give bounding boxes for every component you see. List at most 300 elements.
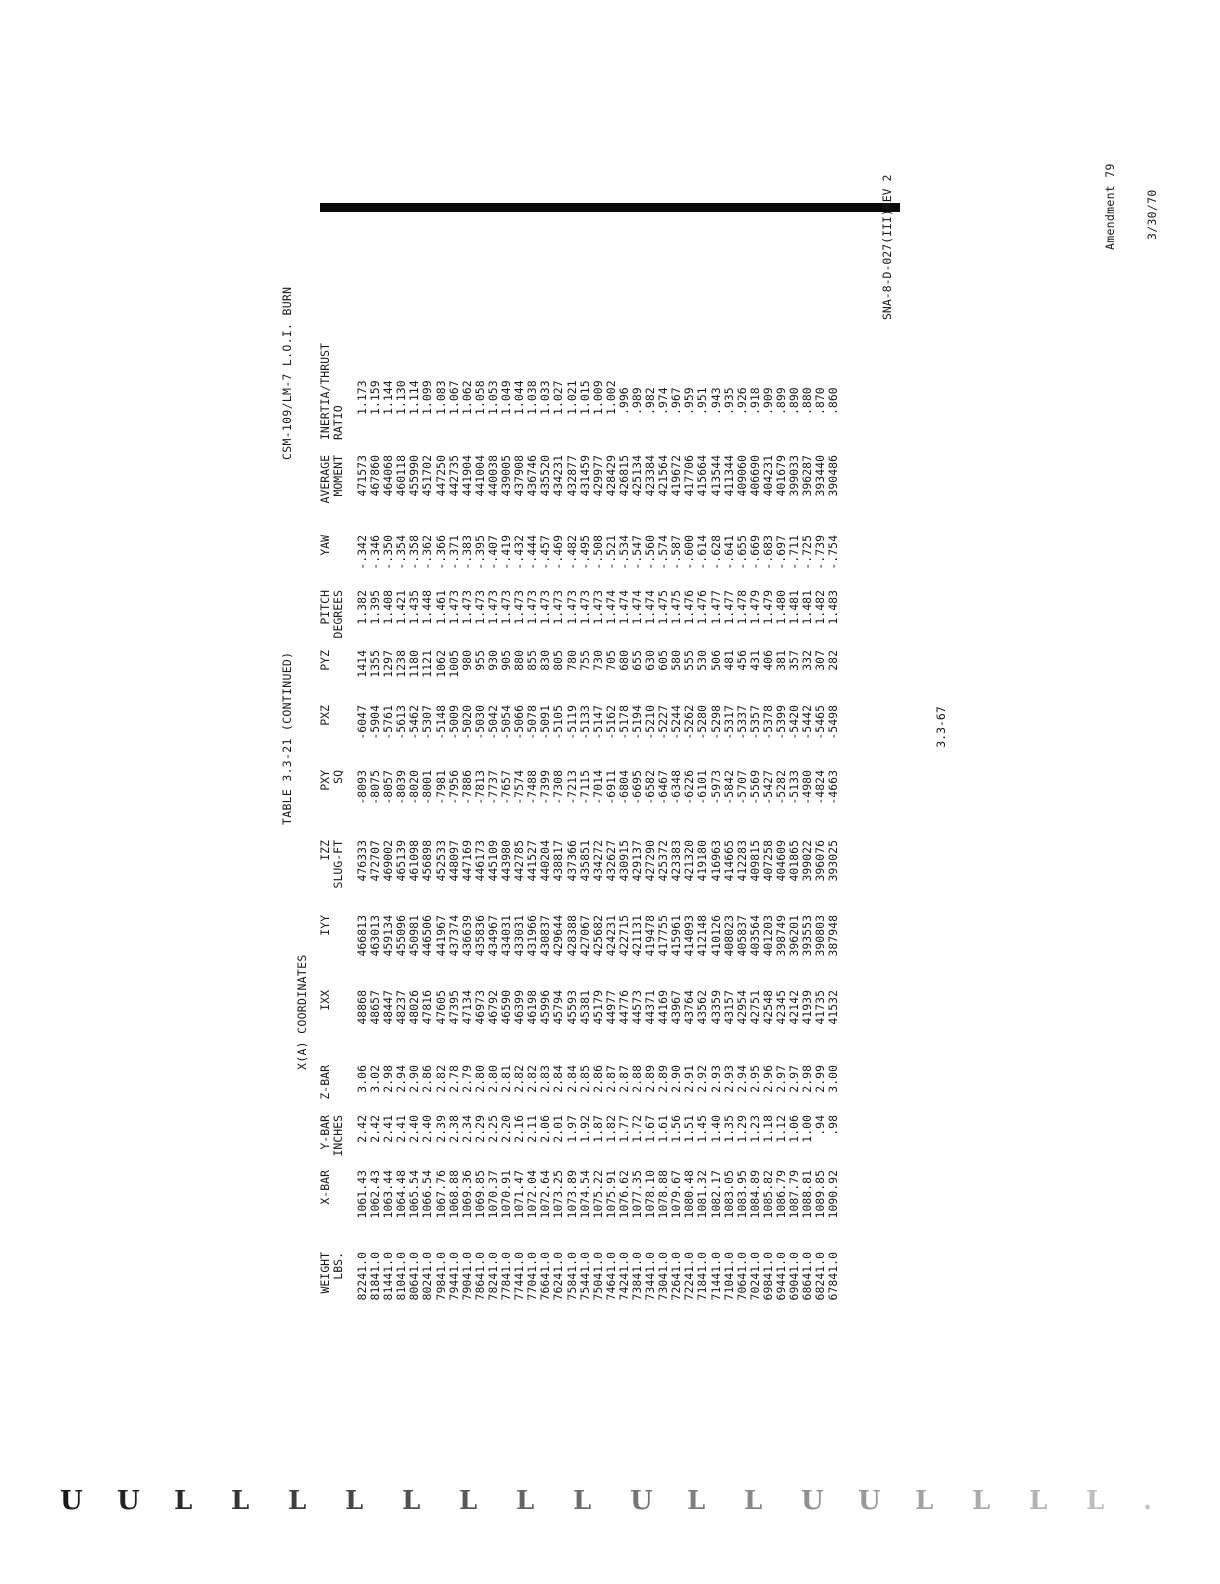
cell-zbar: 2.86 <box>420 1065 435 1093</box>
cell-pitch: 1.474 <box>629 590 644 625</box>
cell-zbar: 2.82 <box>433 1065 448 1093</box>
cell-ixx: 45794 <box>551 990 566 1025</box>
cell-pyz: 555 <box>682 650 697 671</box>
cell-ybar: 2.25 <box>485 1115 500 1143</box>
cell-avg: 435520 <box>538 455 553 497</box>
cell-ixx: 42345 <box>774 990 788 1025</box>
column-header-izz: IZZ <box>318 840 332 861</box>
cell-xbar: 1077.35 <box>629 1170 644 1219</box>
cell-yaw: -.697 <box>774 535 788 570</box>
cell-iyy: 396201 <box>787 915 802 957</box>
film-mark: . <box>1143 1486 1153 1516</box>
cell-iyy: 430837 <box>538 915 553 957</box>
cell-izz: 443980 <box>499 840 514 882</box>
cell-izz: 456898 <box>420 840 435 882</box>
cell-pxz: -6047 <box>355 705 369 740</box>
cell-iyy: 434967 <box>485 915 500 957</box>
film-mark: U <box>801 1486 824 1516</box>
cell-yaw: -.669 <box>747 535 762 570</box>
cell-pitch: 1.473 <box>459 590 474 625</box>
cell-pyz: 456 <box>734 650 749 671</box>
cell-yaw: -.482 <box>564 535 579 570</box>
cell-xbar: 1062.43 <box>368 1170 383 1219</box>
cell-pitch: 1.473 <box>525 590 540 625</box>
cell-ratio: .989 <box>629 387 644 415</box>
subtitle: CSM-109/LM-7 L.O.I. BURN <box>280 286 294 460</box>
cell-avg: 409060 <box>734 455 749 497</box>
cell-avg: 399033 <box>787 455 802 497</box>
cell-yaw: -.346 <box>368 535 383 570</box>
cell-avg: 425134 <box>629 455 644 497</box>
cell-weight: 70641.0 <box>734 1252 749 1301</box>
cell-weight: 73841.0 <box>629 1252 644 1301</box>
cell-avg: 423384 <box>643 455 658 497</box>
cell-xbar: 1076.62 <box>616 1170 631 1219</box>
cell-pxz: -5091 <box>538 705 553 740</box>
cell-ybar: 2.40 <box>420 1115 435 1143</box>
cell-ybar: 2.06 <box>538 1115 553 1143</box>
film-mark: U <box>117 1486 140 1516</box>
cell-weight: 80241.0 <box>420 1252 435 1301</box>
cell-ixx: 48237 <box>394 990 409 1025</box>
cell-xbar: 1073.25 <box>551 1170 566 1219</box>
column-header-ratio-unit: RATIO <box>331 405 345 440</box>
cell-ixx: 46973 <box>472 990 487 1025</box>
cell-pxy: -5133 <box>787 770 802 805</box>
cell-izz: 409815 <box>747 840 762 882</box>
cell-pyz: 980 <box>459 650 474 671</box>
cell-izz: 416963 <box>708 840 723 882</box>
cell-xbar: 1084.89 <box>747 1170 762 1219</box>
cell-ybar: 1.12 <box>774 1115 788 1143</box>
cell-pyz: 1238 <box>394 650 409 678</box>
cell-ybar: 1.06 <box>787 1115 802 1143</box>
cell-pitch: 1.473 <box>499 590 514 625</box>
cell-ybar: 2.16 <box>512 1115 527 1143</box>
cell-xbar: 1079.67 <box>669 1170 684 1219</box>
cell-pyz: 805 <box>551 650 566 671</box>
cell-pxz: -5105 <box>551 705 566 740</box>
cell-zbar: 2.83 <box>538 1065 553 1093</box>
cell-izz: 461098 <box>407 840 422 882</box>
cell-xbar: 1075.91 <box>603 1170 618 1219</box>
table-title: TABLE 3.3-21 (CONTINUED) <box>280 651 294 825</box>
cell-iyy: 424231 <box>603 915 618 957</box>
cell-ratio: .860 <box>826 387 841 415</box>
film-mark: L <box>744 1486 763 1516</box>
cell-izz: 441527 <box>525 840 540 882</box>
cell-yaw: -.383 <box>459 535 474 570</box>
cell-pxz: -5357 <box>747 705 762 740</box>
cell-izz: 399022 <box>800 840 815 882</box>
cell-avg: 451702 <box>420 455 435 497</box>
cell-izz: 452533 <box>433 840 448 882</box>
cell-weight: 81841.0 <box>368 1252 383 1301</box>
cell-ybar: 2.42 <box>368 1115 383 1143</box>
column-header-xbar: X-BAR <box>318 1170 332 1205</box>
cell-ratio: .974 <box>656 387 671 415</box>
cell-xbar: 1085.82 <box>760 1170 775 1219</box>
cell-pyz: 357 <box>787 650 802 671</box>
cell-zbar: 2.88 <box>629 1065 644 1093</box>
cell-pxy: -4980 <box>800 770 815 805</box>
cell-weight: 72241.0 <box>682 1252 697 1301</box>
film-mark: U <box>630 1486 653 1516</box>
cell-yaw: -.754 <box>826 535 841 570</box>
cell-izz: 437366 <box>564 840 579 882</box>
cell-ixx: 47605 <box>433 990 448 1025</box>
cell-yaw: -.711 <box>787 535 802 570</box>
cell-zbar: 2.99 <box>813 1065 828 1093</box>
cell-ratio: .899 <box>774 387 788 415</box>
cell-avg: 442735 <box>446 455 461 497</box>
amendment-date: 3/30/70 <box>1145 189 1159 240</box>
cell-weight: 75841.0 <box>564 1252 579 1301</box>
cell-izz: 434272 <box>590 840 605 882</box>
cell-pxz: -5078 <box>525 705 540 740</box>
cell-pyz: 1355 <box>368 650 383 678</box>
cell-pitch: 1.476 <box>695 590 710 625</box>
cell-pxy: -7886 <box>459 770 474 805</box>
cell-ixx: 46198 <box>525 990 540 1025</box>
cell-pitch: 1.477 <box>721 590 736 625</box>
cell-yaw: -.371 <box>446 535 461 570</box>
cell-iyy: 408023 <box>721 915 736 957</box>
cell-pyz: 755 <box>577 650 592 671</box>
cell-xbar: 1070.91 <box>499 1170 514 1219</box>
cell-zbar: 2.90 <box>407 1065 422 1093</box>
column-header-iyy: IYY <box>318 915 332 936</box>
cell-pxz: -5133 <box>577 705 592 740</box>
cell-pxy: -7657 <box>499 770 514 805</box>
cell-weight: 71841.0 <box>695 1252 710 1301</box>
column-header-ixx: IXX <box>318 990 332 1011</box>
cell-avg: 393440 <box>813 455 828 497</box>
cell-ratio: 1.049 <box>499 380 514 415</box>
cell-ybar: 1.00 <box>800 1115 815 1143</box>
column-header-ybar-unit: INCHES <box>331 1115 345 1157</box>
cell-pyz: 530 <box>695 650 710 671</box>
cell-weight: 81041.0 <box>394 1252 409 1301</box>
cell-pxy: -5427 <box>760 770 775 805</box>
cell-pxy: -4663 <box>826 770 841 805</box>
cell-pitch: 1.481 <box>787 590 802 625</box>
column-header-weight: WEIGHT <box>318 1252 332 1294</box>
cell-iyy: 421131 <box>629 915 644 957</box>
cell-ixx: 45996 <box>538 990 553 1025</box>
cell-xbar: 1070.37 <box>485 1170 500 1219</box>
cell-ratio: 1.067 <box>446 380 461 415</box>
cell-pyz: 1121 <box>420 650 435 678</box>
cell-iyy: 415961 <box>669 915 684 957</box>
cell-zbar: 2.94 <box>734 1065 749 1093</box>
cell-pxz: -5194 <box>629 705 644 740</box>
cell-yaw: -.560 <box>643 535 658 570</box>
cell-weight: 75041.0 <box>590 1252 605 1301</box>
cell-pxy: -7115 <box>577 770 592 805</box>
cell-ixx: 45179 <box>590 990 605 1025</box>
cell-pxz: -5178 <box>616 705 631 740</box>
cell-pyz: 780 <box>564 650 579 671</box>
cell-ratio: 1.009 <box>590 380 605 415</box>
cell-xbar: 1087.79 <box>787 1170 802 1219</box>
cell-iyy: 412148 <box>695 915 710 957</box>
cell-yaw: -.600 <box>682 535 697 570</box>
cell-ratio: 1.130 <box>394 380 409 415</box>
cell-zbar: 2.89 <box>643 1065 658 1093</box>
cell-ixx: 48447 <box>381 990 396 1025</box>
cell-ixx: 41939 <box>800 990 815 1025</box>
cell-pitch: 1.473 <box>446 590 461 625</box>
cell-xbar: 1073.89 <box>564 1170 579 1219</box>
cell-yaw: -.444 <box>525 535 540 570</box>
cell-ixx: 46792 <box>485 990 500 1025</box>
cell-avg: 401679 <box>774 455 788 497</box>
cell-ixx: 45381 <box>577 990 592 1025</box>
cell-weight: 68241.0 <box>813 1252 828 1301</box>
cell-xbar: 1066.54 <box>420 1170 435 1219</box>
cell-yaw: -.614 <box>695 535 710 570</box>
column-header-pxz: PXZ <box>318 705 332 726</box>
cell-ybar: 1.51 <box>682 1115 697 1143</box>
cell-ixx: 43764 <box>682 990 697 1025</box>
cell-weight: 74241.0 <box>616 1252 631 1301</box>
cell-pxy: -8093 <box>355 770 369 805</box>
cell-pxz: -5148 <box>433 705 448 740</box>
cell-izz: 427290 <box>643 840 658 882</box>
cell-yaw: -.628 <box>708 535 723 570</box>
cell-pxy: -5569 <box>747 770 762 805</box>
cell-pxy: -5973 <box>708 770 723 805</box>
cell-yaw: -.354 <box>394 535 409 570</box>
cell-ixx: 48026 <box>407 990 422 1025</box>
cell-yaw: -.495 <box>577 535 592 570</box>
cell-iyy: 435836 <box>472 915 487 957</box>
cell-izz: 404609 <box>774 840 788 882</box>
cell-izz: 393025 <box>826 840 841 882</box>
cell-izz: 438817 <box>551 840 566 882</box>
cell-pxy: -6467 <box>656 770 671 805</box>
cell-xbar: 1090.92 <box>826 1170 841 1219</box>
redaction-bar <box>320 203 900 212</box>
cell-izz: 440204 <box>538 840 553 882</box>
cell-avg: 429977 <box>590 455 605 497</box>
cell-iyy: 403564 <box>747 915 762 957</box>
cell-xbar: 1088.81 <box>800 1170 815 1219</box>
cell-pitch: 1.421 <box>394 590 409 625</box>
cell-pxy: -7488 <box>525 770 540 805</box>
cell-ybar: 2.20 <box>499 1115 514 1143</box>
cell-izz: 425372 <box>656 840 671 882</box>
cell-izz: 430915 <box>616 840 631 882</box>
cell-iyy: 419478 <box>643 915 658 957</box>
cell-pitch: 1.408 <box>381 590 396 625</box>
cell-iyy: 425682 <box>590 915 605 957</box>
cell-xbar: 1078.88 <box>656 1170 671 1219</box>
cell-xbar: 1086.79 <box>774 1170 788 1219</box>
cell-zbar: 2.84 <box>564 1065 579 1093</box>
column-header-ybar: Y-BAR <box>318 1115 332 1150</box>
cell-yaw: -.725 <box>800 535 815 570</box>
cell-ybar: 2.34 <box>459 1115 474 1143</box>
cell-pxz: -5761 <box>381 705 396 740</box>
cell-avg: 419672 <box>669 455 684 497</box>
cell-pitch: 1.481 <box>800 590 815 625</box>
film-mark: U <box>858 1486 881 1516</box>
document-id: SNA-8-D-027(III)REV 2 <box>880 174 894 320</box>
cell-pxy: -8075 <box>368 770 383 805</box>
cell-ratio: 1.015 <box>577 380 592 415</box>
column-header-weight-unit: LBS. <box>331 1252 345 1280</box>
cell-pxz: -5227 <box>656 705 671 740</box>
cell-iyy: 405837 <box>734 915 749 957</box>
cell-zbar: 2.82 <box>525 1065 540 1093</box>
cell-pxz: -5119 <box>564 705 579 740</box>
cell-iyy: 459134 <box>381 915 396 957</box>
cell-pxz: -5009 <box>446 705 461 740</box>
cell-pxz: -5210 <box>643 705 658 740</box>
cell-ybar: 1.82 <box>603 1115 618 1143</box>
cell-xbar: 1067.76 <box>433 1170 448 1219</box>
rotated-table-sheet <box>0 30 1220 1350</box>
cell-zbar: 2.93 <box>721 1065 736 1093</box>
cell-zbar: 2.87 <box>603 1065 618 1093</box>
cell-weight: 75441.0 <box>577 1252 592 1301</box>
cell-ratio: 1.002 <box>603 380 618 415</box>
cell-pyz: 1062 <box>433 650 448 678</box>
cell-pxz: -5462 <box>407 705 422 740</box>
cell-izz: 401865 <box>787 840 802 882</box>
cell-weight: 82241.0 <box>355 1252 369 1301</box>
amendment-note <box>1075 163 1187 250</box>
cell-avg: 464068 <box>381 455 396 497</box>
film-mark: L <box>573 1486 592 1516</box>
cell-pitch: 1.480 <box>774 590 788 625</box>
cell-iyy: 450981 <box>407 915 422 957</box>
cell-yaw: -.683 <box>760 535 775 570</box>
cell-pxy: -7813 <box>472 770 487 805</box>
cell-zbar: 2.87 <box>616 1065 631 1093</box>
cell-xbar: 1071.47 <box>512 1170 527 1219</box>
cell-pxz: -5298 <box>708 705 723 740</box>
cell-iyy: 398749 <box>774 915 788 957</box>
cell-pxz: -5280 <box>695 705 710 740</box>
cell-iyy: 433031 <box>512 915 527 957</box>
cell-pyz: 930 <box>485 650 500 671</box>
cell-pyz: 431 <box>747 650 762 671</box>
cell-zbar: 2.93 <box>708 1065 723 1093</box>
cell-yaw: -.395 <box>472 535 487 570</box>
cell-pxy: -8001 <box>420 770 435 805</box>
cell-zbar: 2.86 <box>590 1065 605 1093</box>
cell-iyy: 387948 <box>826 915 841 957</box>
cell-pxy: -6911 <box>603 770 618 805</box>
cell-ixx: 44573 <box>629 990 644 1025</box>
cell-pxz: -5147 <box>590 705 605 740</box>
cell-ixx: 42751 <box>747 990 762 1025</box>
cell-avg: 440038 <box>485 455 500 497</box>
cell-yaw: -.469 <box>551 535 566 570</box>
cell-yaw: -.432 <box>512 535 527 570</box>
cell-pitch: 1.477 <box>708 590 723 625</box>
cell-avg: 406690 <box>747 455 762 497</box>
cell-ratio: .982 <box>643 387 658 415</box>
cell-izz: 446173 <box>472 840 487 882</box>
cell-weight: 72641.0 <box>669 1252 684 1301</box>
cell-weight: 76241.0 <box>551 1252 566 1301</box>
cell-weight: 69441.0 <box>774 1252 788 1301</box>
cell-izz: 442785 <box>512 840 527 882</box>
cell-iyy: 429644 <box>551 915 566 957</box>
cell-pxy: -8057 <box>381 770 396 805</box>
cell-xbar: 1069.85 <box>472 1170 487 1219</box>
cell-zbar: 2.98 <box>381 1065 396 1093</box>
cell-xbar: 1075.22 <box>590 1170 605 1219</box>
cell-pxz: -5498 <box>826 705 841 740</box>
film-mark: L <box>1029 1486 1048 1516</box>
column-header-izz-unit: SLUG-FT <box>331 840 345 889</box>
cell-izz: 432627 <box>603 840 618 882</box>
cell-zbar: 2.81 <box>499 1065 514 1093</box>
cell-iyy: 414093 <box>682 915 697 957</box>
cell-ratio: 1.144 <box>381 380 396 415</box>
cell-pitch: 1.448 <box>420 590 435 625</box>
cell-ybar: 2.42 <box>355 1115 369 1143</box>
cell-avg: 434231 <box>551 455 566 497</box>
cell-avg: 415664 <box>695 455 710 497</box>
cell-yaw: -.457 <box>538 535 553 570</box>
cell-pxz: -5307 <box>420 705 435 740</box>
cell-ixx: 44169 <box>656 990 671 1025</box>
film-mark: L <box>288 1486 307 1516</box>
cell-ratio: 1.021 <box>564 380 579 415</box>
cell-iyy: 446506 <box>420 915 435 957</box>
cell-ybar: .98 <box>826 1115 841 1136</box>
cell-avg: 390486 <box>826 455 841 497</box>
cell-pxy: -4824 <box>813 770 828 805</box>
cell-ixx: 44977 <box>603 990 618 1025</box>
cell-pxy: -7399 <box>538 770 553 805</box>
cell-izz: 423383 <box>669 840 684 882</box>
cell-pxy: -6804 <box>616 770 631 805</box>
cell-pxy: -8020 <box>407 770 422 805</box>
cell-izz: 465139 <box>394 840 409 882</box>
cell-xbar: 1082.17 <box>708 1170 723 1219</box>
cell-pyz: 282 <box>826 650 841 671</box>
cell-ratio: .935 <box>721 387 736 415</box>
cell-pyz: 855 <box>525 650 540 671</box>
cell-ratio: 1.033 <box>538 380 553 415</box>
cell-zbar: 2.82 <box>512 1065 527 1093</box>
cell-pxz: -5904 <box>368 705 383 740</box>
cell-ratio: .918 <box>747 387 762 415</box>
cell-pitch: 1.473 <box>538 590 553 625</box>
cell-iyy: 428388 <box>564 915 579 957</box>
cell-izz: 419180 <box>695 840 710 882</box>
cell-weight: 71041.0 <box>721 1252 736 1301</box>
cell-iyy: 431966 <box>525 915 540 957</box>
cell-weight: 80641.0 <box>407 1252 422 1301</box>
cell-avg: 455990 <box>407 455 422 497</box>
cell-weight: 73441.0 <box>643 1252 658 1301</box>
group-label: X(A) COORDINATES <box>295 954 309 1070</box>
cell-pitch: 1.474 <box>643 590 658 625</box>
cell-iyy: 410126 <box>708 915 723 957</box>
column-header-pitch: PITCH <box>318 590 332 625</box>
cell-zbar: 2.94 <box>394 1065 409 1093</box>
cell-ratio: .967 <box>669 387 684 415</box>
cell-pyz: 506 <box>708 650 723 671</box>
